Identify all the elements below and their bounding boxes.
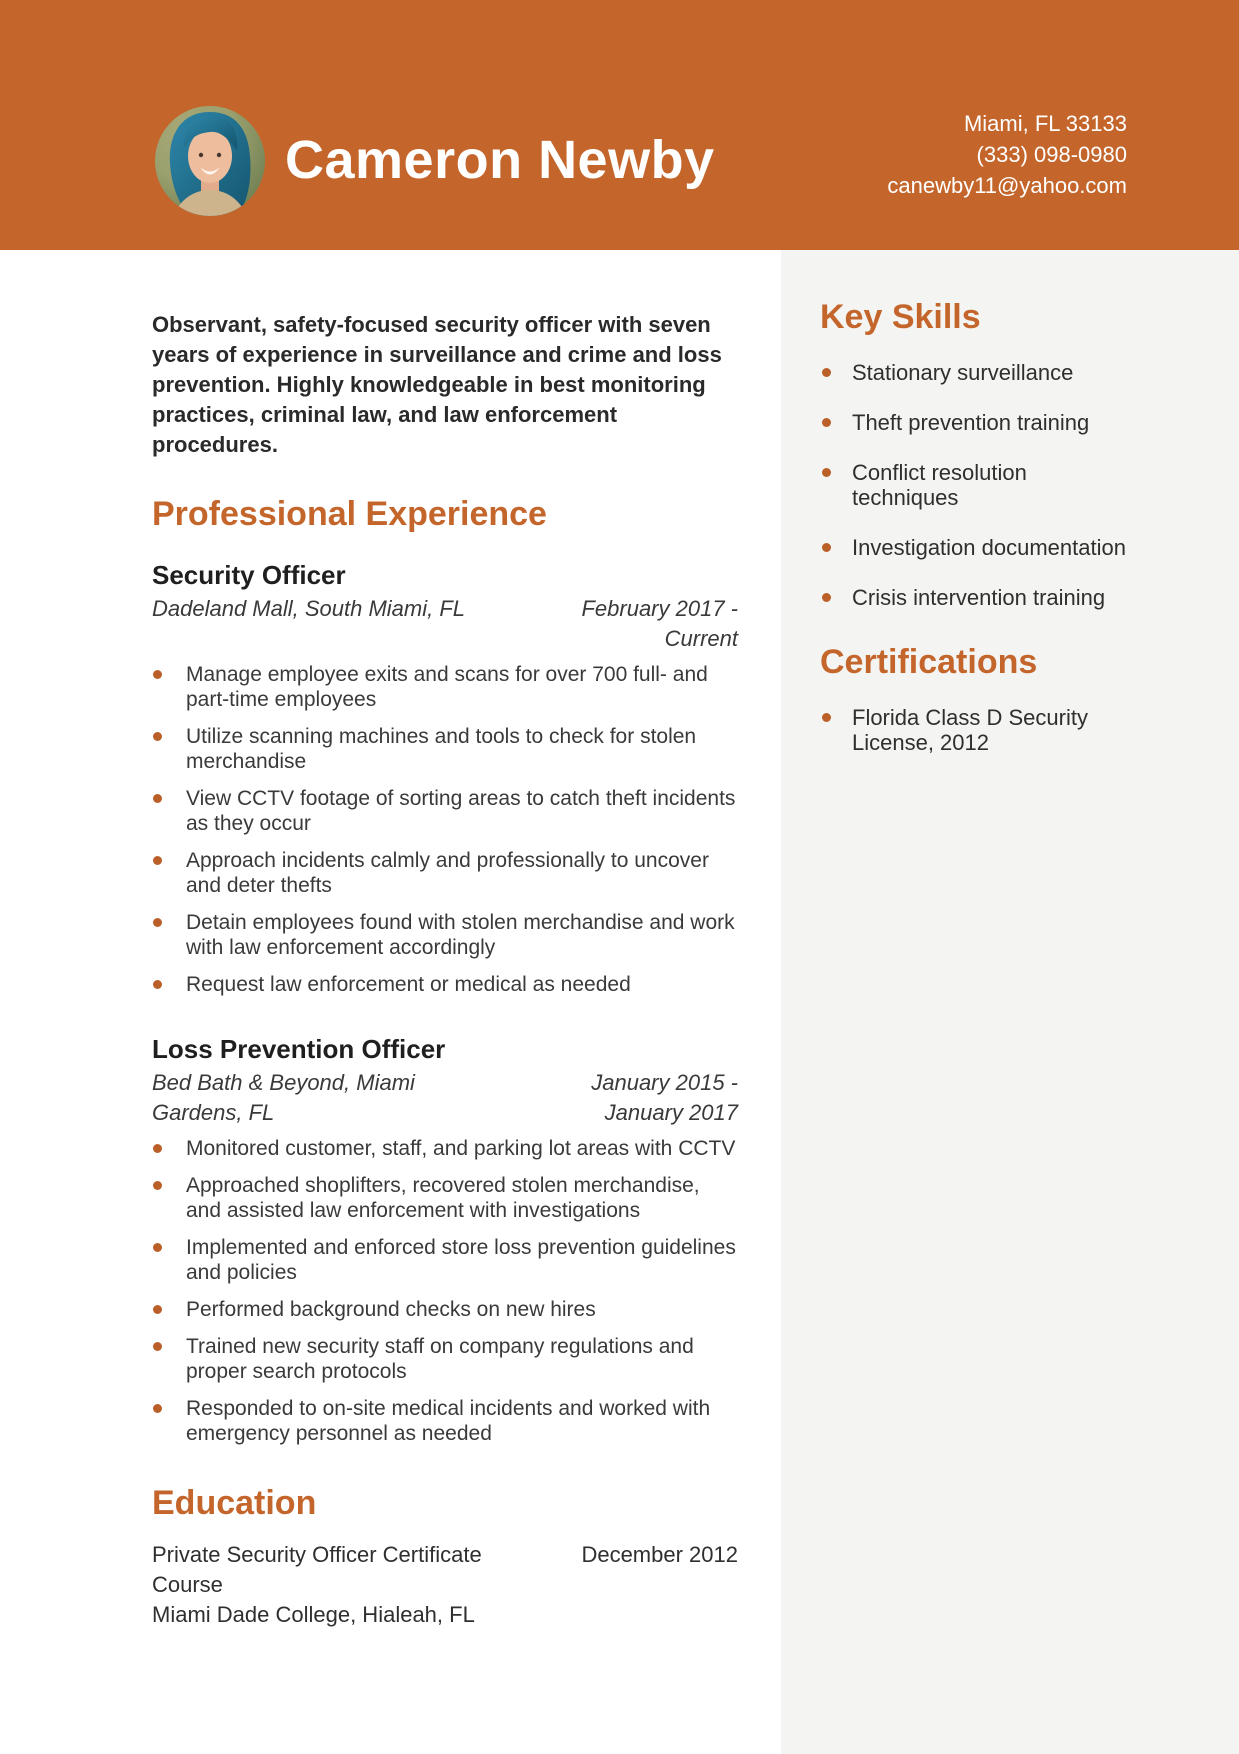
skill-item: Crisis intervention training bbox=[820, 585, 1137, 610]
profile-photo-illustration bbox=[155, 106, 265, 216]
job-bullet: Responded to on-site medical incidents and worked with emergency personnel as needed bbox=[152, 1396, 738, 1446]
job-bullet: Monitored customer, staff, and parking lot areas with CCTV bbox=[152, 1136, 738, 1161]
education-school: Miami Dade College, Hialeah, FL bbox=[152, 1602, 475, 1627]
job-bullet: View CCTV footage of sorting areas to catch theft incidents as they occur bbox=[152, 786, 738, 836]
skill-item: Theft prevention training bbox=[820, 410, 1137, 435]
skill-item: Conflict resolution techniques bbox=[820, 460, 1137, 510]
job-bullet: Manage employee exits and scans for over 700 full- and part-time employees bbox=[152, 662, 738, 712]
section-title-key-skills: Key Skills bbox=[820, 298, 981, 336]
job-entry bbox=[152, 1033, 738, 1446]
job-bullet: Trained new security staff on company regulations and proper search protocols bbox=[152, 1334, 738, 1384]
certification-item: Florida Class D Security License, 2012 bbox=[820, 705, 1137, 755]
education-meta bbox=[152, 1540, 738, 1600]
body-columns bbox=[0, 250, 1239, 1754]
section-title-experience: Professional Experience bbox=[152, 495, 547, 533]
job-bullet: Approach incidents calmly and professionally to uncover and deter thefts bbox=[152, 848, 738, 898]
contact-info bbox=[887, 108, 1127, 201]
section-title-certifications: Certifications bbox=[820, 643, 1038, 681]
professional-summary: Observant, safety-focused security officer with seven years of experience in surveillance and crime and loss prevention. Highly knowledgeable in best monitoring practices, criminal law, and law enforcement procedures. bbox=[152, 312, 722, 457]
education-entry bbox=[152, 1540, 738, 1630]
candidate-name: Cameron Newby bbox=[285, 130, 715, 190]
job-bullet: Detain employees found with stolen merchandise and work with law enforcement accordingly bbox=[152, 910, 738, 960]
job-bullet: Utilize scanning machines and tools to check for stolen merchandise bbox=[152, 724, 738, 774]
job-bullet: Performed background checks on new hires bbox=[152, 1297, 738, 1322]
contact-phone: (333) 098-0980 bbox=[976, 142, 1127, 167]
key-skills-list bbox=[820, 360, 1194, 610]
header bbox=[0, 0, 1239, 250]
job-dates: February 2017 - Current bbox=[581, 596, 738, 651]
job-bullet-list bbox=[152, 1136, 738, 1446]
education-date: December 2012 bbox=[581, 1542, 738, 1567]
job-dates: January 2015 - January 2017 bbox=[591, 1070, 738, 1125]
contact-location: Miami, FL 33133 bbox=[963, 111, 1127, 136]
job-bullet: Implemented and enforced store loss prevention guidelines and policies bbox=[152, 1235, 738, 1285]
job-company: Bed Bath & Beyond, Miami Gardens, FL bbox=[152, 1070, 415, 1125]
job-meta bbox=[152, 594, 738, 654]
section-title-education: Education bbox=[152, 1484, 317, 1522]
job-title: Security Officer bbox=[152, 560, 346, 590]
job-entry bbox=[152, 559, 738, 997]
skill-item: Stationary surveillance bbox=[820, 360, 1137, 385]
education-degree: Private Security Officer Certificate Course bbox=[152, 1542, 482, 1597]
main-column bbox=[0, 250, 781, 1754]
job-company: Dadeland Mall, South Miami, FL bbox=[152, 596, 466, 621]
contact-email: canewby11@yahoo.com bbox=[887, 173, 1127, 198]
job-bullet-list bbox=[152, 662, 738, 997]
skill-item: Investigation documentation bbox=[820, 535, 1137, 560]
sidebar bbox=[781, 250, 1239, 1754]
certifications-list bbox=[820, 705, 1194, 755]
job-bullet: Approached shoplifters, recovered stolen merchandise, and assisted law enforcement with investigations bbox=[152, 1173, 738, 1223]
job-title: Loss Prevention Officer bbox=[152, 1034, 446, 1064]
job-meta bbox=[152, 1068, 738, 1128]
profile-photo bbox=[155, 106, 265, 216]
job-bullet: Request law enforcement or medical as needed bbox=[152, 972, 738, 997]
